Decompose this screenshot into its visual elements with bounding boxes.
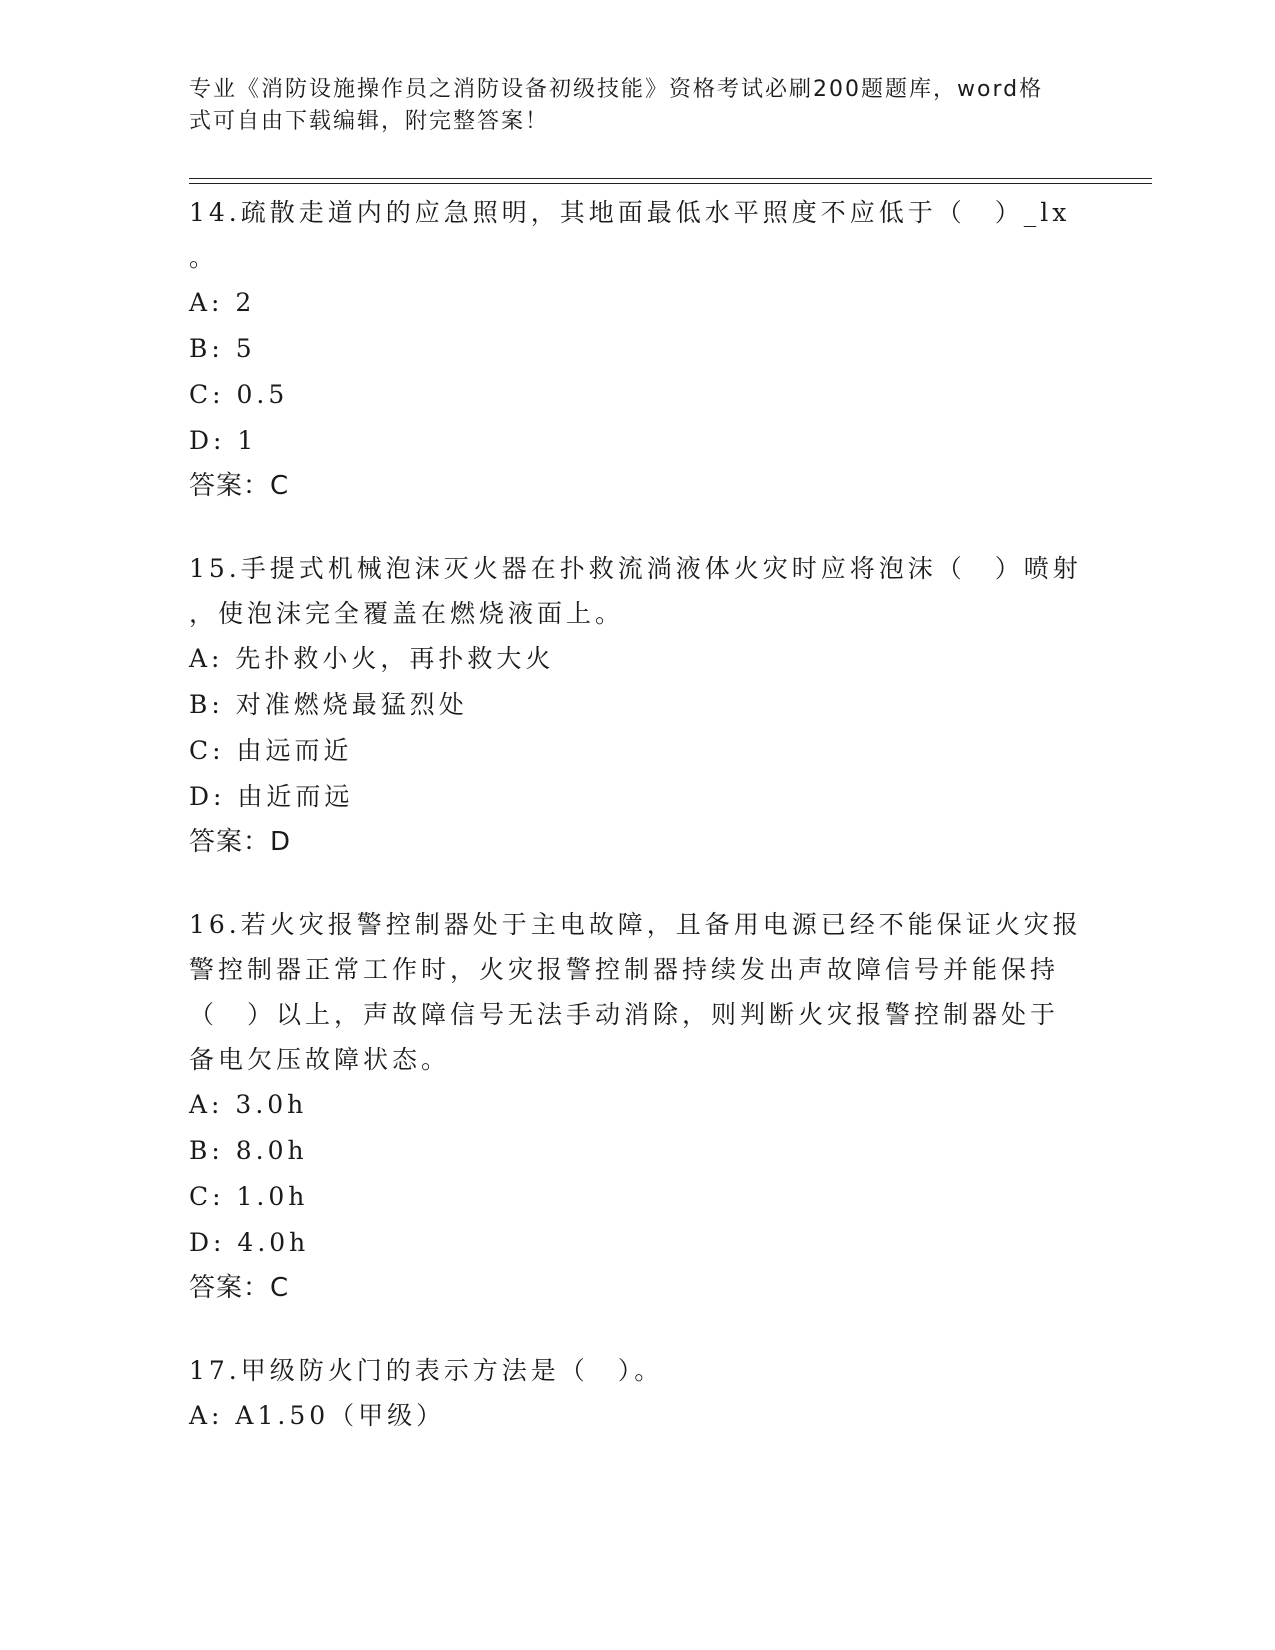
option-a: A: A1.50（甲级） bbox=[189, 1401, 446, 1430]
question-14 bbox=[189, 190, 1089, 508]
answer-line: 答案：C bbox=[189, 1273, 290, 1303]
option-d: D: 由近而远 bbox=[189, 782, 354, 811]
option-a: A: 先扑救小火，再扑救大火 bbox=[189, 644, 555, 673]
question-stem-line: 17.甲级防火门的表示方法是（ ）。 bbox=[189, 1356, 664, 1385]
header-line-2: 式可自由下载编辑，附完整答案！ bbox=[189, 109, 550, 134]
question-stem-line: 警控制器正常工作时，火灾报警控制器持续发出声故障信号并能保持 bbox=[189, 955, 1060, 984]
option-a: A: 2 bbox=[189, 288, 256, 317]
question-stem-line: 14.疏散走道内的应急照明，其地面最低水平照度不应低于（ ）_lx bbox=[189, 198, 1071, 227]
answer-line: 答案：D bbox=[189, 827, 292, 857]
option-d: D: 4.0h bbox=[189, 1228, 310, 1257]
question-17 bbox=[189, 1348, 1089, 1439]
option-c: C: 由远而近 bbox=[189, 736, 353, 765]
question-stem-line: 。 bbox=[189, 243, 219, 272]
option-c: C: 0.5 bbox=[189, 380, 289, 409]
question-stem-line: ，使泡沫完全覆盖在燃烧液面上。 bbox=[189, 599, 625, 628]
question-stem-line: 16.若火灾报警控制器处于主电故障，且备用电源已经不能保证火灾报 bbox=[189, 910, 1082, 939]
option-a: A: 3.0h bbox=[189, 1090, 308, 1119]
header-divider-bottom bbox=[189, 183, 1152, 184]
question-list bbox=[189, 190, 1089, 1477]
document-header bbox=[189, 74, 1089, 138]
question-15 bbox=[189, 546, 1089, 864]
option-d: D: 1 bbox=[189, 426, 258, 455]
option-b: B: 对准燃烧最猛烈处 bbox=[189, 690, 468, 719]
option-c: C: 1.0h bbox=[189, 1182, 309, 1211]
header-line-1: 专业《消防设施操作员之消防设备初级技能》资格考试必刷200题题库，word格 bbox=[189, 77, 1044, 102]
option-b: B: 8.0h bbox=[189, 1136, 308, 1165]
question-stem-line: 备电欠压故障状态。 bbox=[189, 1045, 451, 1074]
option-b: B: 5 bbox=[189, 334, 256, 363]
header-divider-top bbox=[189, 178, 1152, 179]
question-16 bbox=[189, 902, 1089, 1310]
question-stem-line: 15.手提式机械泡沫灭火器在扑救流淌液体火灾时应将泡沫（ ）喷射 bbox=[189, 554, 1082, 583]
answer-line: 答案：C bbox=[189, 471, 290, 501]
question-stem-line: （ ）以上，声故障信号无法手动消除，则判断火灾报警控制器处于 bbox=[189, 1000, 1060, 1029]
